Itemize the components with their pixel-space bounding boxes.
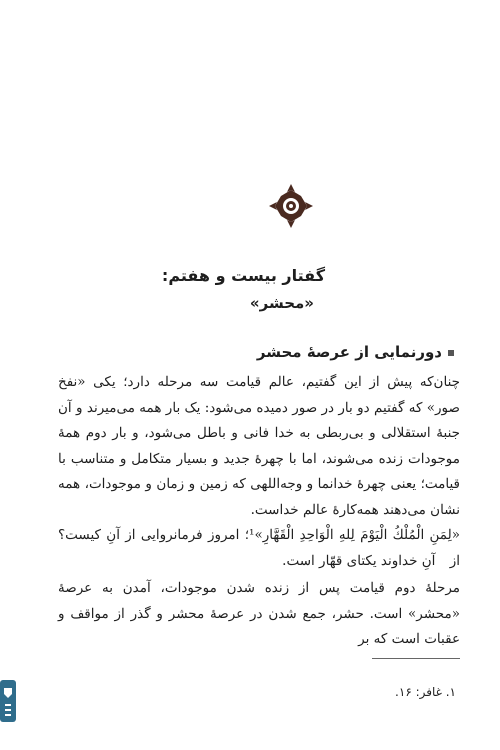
bullet-square-icon: [448, 350, 454, 356]
text-line: که گفتیم دو بار در صور دمیده می‌شود: یک بار همه می‌میرند و آن جنبهٔ: [58, 399, 460, 441]
quote-line: «لِمَنِ الْمُلْكُ الْيَوْمَ لِلهِ الْوَاحِدِ الْقَهَّارِ»¹؛ امروز فرمانروایی از آنِ کیست؟ از: [58, 527, 460, 569]
chapter-title: گفتار بیست و هفتم:: [161, 266, 325, 285]
text-line: همه‌کارهٔ عالم خداست.: [250, 501, 379, 518]
text-line: چهرهٔ خدانما و وجه‌اللهی که زمین و زمان و موجودات، همه نشان می‌دهند: [58, 476, 460, 518]
paragraph-2: [58, 576, 460, 653]
quote-line: آنِ خداوند یکتای قهّار است.: [282, 552, 436, 569]
text-line: مرحلهٔ دوم قیامت پس از زنده شدن موجودات، آمدن به عرصهٔ «محشر»: [58, 580, 460, 622]
text-line: است. حشر، جمع شدن در عرصهٔ محشر و گذر از مواقف و عقبات است که بر: [58, 605, 460, 647]
quran-quote: [58, 523, 460, 574]
section-heading: [154, 343, 454, 361]
text-line: زنده می‌شوند، اما با چهرهٔ جدید و بسیار متکامل و متناسب با قیامت؛ یعنی: [58, 450, 461, 492]
text-line: استقلالی و بی‌ربطی به خدا فانی و باطل می‌شود، و بار دوم همهٔ موجودات: [58, 425, 461, 467]
section-heading-text: دورنمایی از عرصهٔ محشر: [256, 343, 442, 361]
footnote: ۱. غافر: ۱۶.: [395, 685, 456, 699]
text-line: چنان‌که پیش از این گفتیم، عالم قیامت سه مرحله دارد؛ یکی «نفخ صور»: [58, 374, 460, 416]
paragraph-1: [58, 370, 460, 523]
body-text: [58, 370, 460, 653]
chapter-subtitle: «محشر»: [249, 294, 314, 312]
footnote-divider: [372, 658, 460, 659]
floral-ornament-icon: [267, 182, 315, 230]
publisher-logo-icon: [0, 680, 16, 722]
